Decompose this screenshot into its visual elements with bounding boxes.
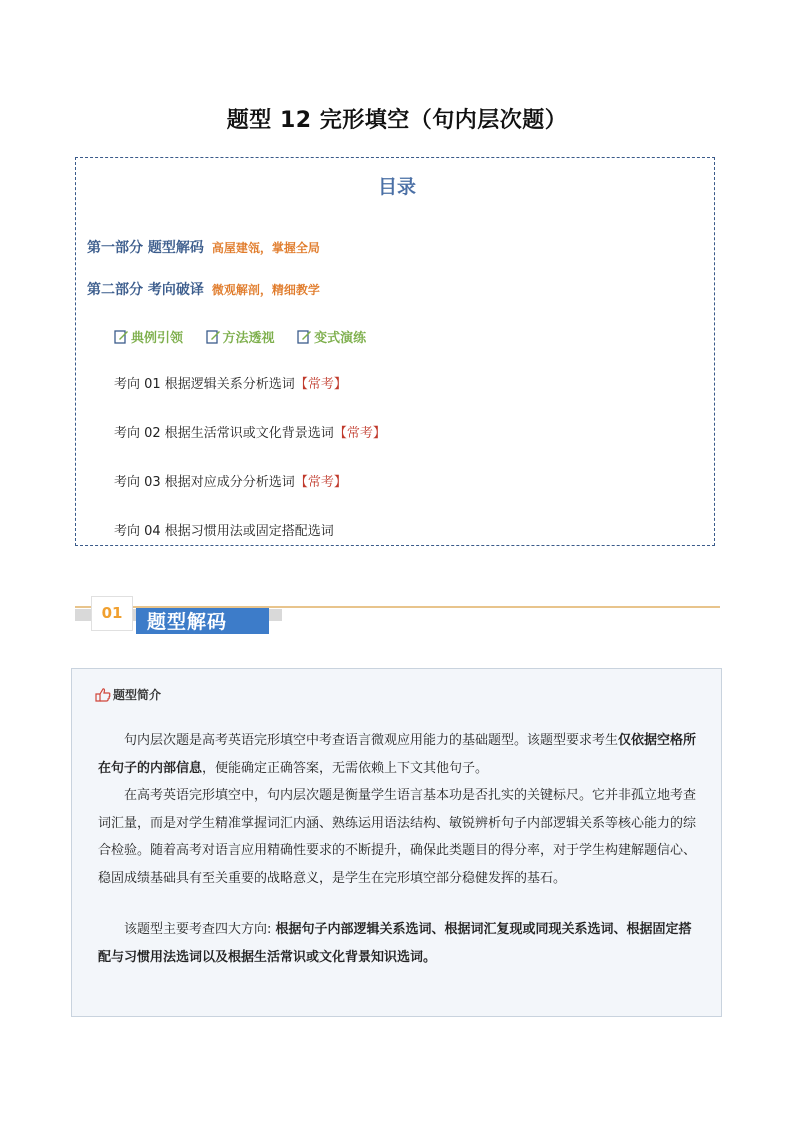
edit-note-icon <box>297 329 312 344</box>
tool-method[interactable] <box>206 327 275 346</box>
tool-label: 典例引领 <box>131 331 184 346</box>
tool-label: 变式演练 <box>314 331 367 346</box>
kaoxiang-text: 考向 04 根据习惯用法或固定搭配选词 <box>114 524 334 539</box>
toc-heading: 目录 <box>377 176 416 198</box>
toc-part-note: 高屋建瓴，掌握全局 <box>211 241 320 255</box>
kaoxiang-tag: 【常考】 <box>294 475 347 490</box>
intro-p3-emphasis: 根据句子内部逻辑关系选词、根据词汇复现或同现关系选词、根据固定搭配与习惯用法选词以及根据生活常识或文化背景知识选词。 <box>98 922 692 965</box>
toc-part-note: 微观解剖，精细教学 <box>211 283 320 297</box>
section-title-banner <box>136 608 269 634</box>
toc-part-label: 第二部分 考向破译 <box>87 282 204 298</box>
tool-example[interactable] <box>114 327 183 346</box>
kaoxiang-text: 考向 03 根据对应成分分析选词 <box>114 475 295 490</box>
tool-label: 方法透视 <box>222 331 275 346</box>
toc-part-1[interactable] <box>87 237 320 257</box>
intro-paragraph-1 <box>98 727 698 782</box>
intro-paragraph-3 <box>98 916 698 971</box>
intro-p1-text-end: ，便能确定正确答案，无需依赖上下文其他句子。 <box>202 760 489 776</box>
tool-practice[interactable] <box>297 327 366 346</box>
section-number: 01 <box>91 596 133 631</box>
toc-part-label: 第一部分 题型解码 <box>87 240 204 256</box>
intro-heading <box>95 686 161 703</box>
intro-paragraph-2: 在高考英语完形填空中，句内层次题是衡量学生语言基本功是否扎实的关键标尺。它并非孤立地考查词汇量，而是对学生精准掌握词汇内涵、熟练运用语法结构、敏锐辨析句子内部逻辑关系等核心能力的综合检验。随着高考对语言应用精确性要求的不断提升，确保此类题目的得分率，对于学生构建解题信心、稳固成绩基础具有至关重要的战略意义，是学生在完形填空部分稳健发挥的基石。 <box>98 788 697 886</box>
page-title: 题型 12 完形填空（句内层次题） <box>226 108 568 133</box>
edit-note-icon <box>114 329 129 344</box>
intro-p1-text: 句内层次题是高考英语完形填空中考查语言微观应用能力的基础题型。该题型要求考生 <box>124 733 619 748</box>
intro-p3-text: 该题型主要考查四大方向: <box>124 922 276 937</box>
kaoxiang-item-04[interactable] <box>114 520 334 539</box>
edit-note-icon <box>206 329 221 344</box>
kaoxiang-text: 考向 02 根据生活常识或文化背景选词 <box>114 426 334 441</box>
kaoxiang-tag: 【常考】 <box>294 377 347 392</box>
kaoxiang-tag: 【常考】 <box>333 426 386 441</box>
section-title: 题型解码 <box>147 611 228 633</box>
pointing-hand-icon <box>95 688 111 702</box>
intro-heading-text: 题型简介 <box>113 688 162 702</box>
kaoxiang-item-01[interactable] <box>114 373 347 392</box>
toc-part-2[interactable] <box>87 279 320 299</box>
kaoxiang-text: 考向 01 根据逻辑关系分析选词 <box>114 377 295 392</box>
toc-tools <box>114 327 384 348</box>
intro-p1-emphasis: 仅依据空格所在句子的内部信息 <box>98 733 697 776</box>
kaoxiang-item-02[interactable] <box>114 422 386 441</box>
kaoxiang-item-03[interactable] <box>114 471 347 490</box>
